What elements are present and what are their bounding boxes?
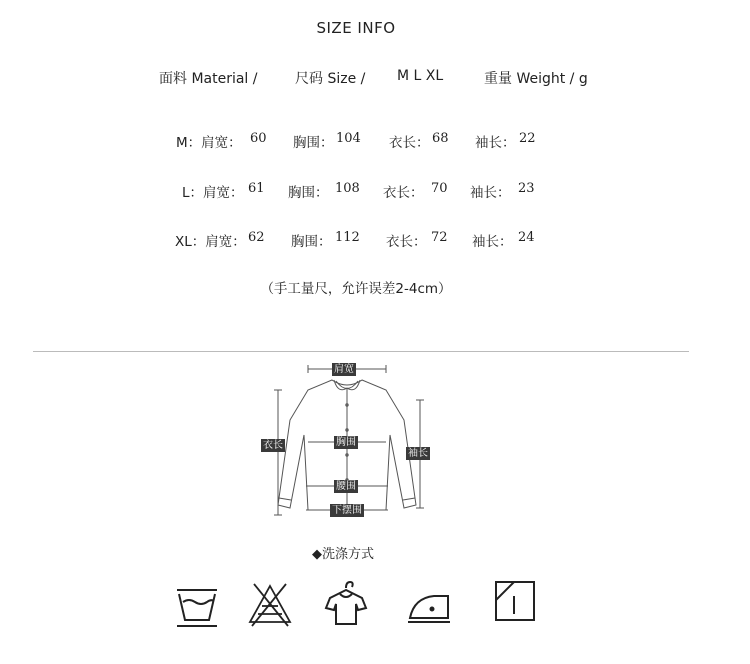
size-name: M：肩宽： xyxy=(176,135,242,151)
size-label: 尺码 Size / xyxy=(295,71,366,87)
material-label: 面料 Material / xyxy=(159,71,258,87)
size-name: XL：肩宽： xyxy=(175,234,246,250)
page-title: SIZE INFO xyxy=(316,19,396,37)
shoulder-value: 62 xyxy=(248,230,265,245)
length-label: 衣长： xyxy=(386,234,427,250)
hand-wash-icon xyxy=(173,578,221,630)
chest-value: 108 xyxy=(335,181,360,196)
hem-tag: 下摆围 xyxy=(332,505,362,516)
chest-value: 104 xyxy=(336,131,361,146)
chest-label: 胸围： xyxy=(291,234,332,250)
waist-tag: 腰围 xyxy=(336,481,356,492)
sleeve-label: 袖长： xyxy=(470,185,511,201)
no-bleach-icon xyxy=(246,578,294,630)
sleeve-value: 24 xyxy=(518,230,535,245)
hang-dry-icon xyxy=(322,578,370,630)
measurement-note: （手工量尺，允许误差2-4cm） xyxy=(260,281,452,297)
size-row-xl xyxy=(0,230,750,250)
shirt-diagram xyxy=(258,360,438,525)
sleeve-value: 23 xyxy=(518,181,535,196)
length-label: 衣长： xyxy=(389,135,430,151)
chest-tag: 胸围 xyxy=(336,437,356,448)
wash-title: ◆洗涤方式 xyxy=(312,547,374,562)
divider xyxy=(33,351,689,352)
sleeve-label: 袖长： xyxy=(475,135,516,151)
length-value: 68 xyxy=(432,131,449,146)
size-name: L：肩宽： xyxy=(182,185,244,201)
line-dry-icon xyxy=(492,578,540,630)
shoulder-tag: 肩宽 xyxy=(334,364,354,375)
sizes-list: M L XL xyxy=(397,68,444,84)
size-row-m xyxy=(0,131,750,151)
length-tag: 衣长 xyxy=(263,440,283,451)
size-header-row xyxy=(0,68,750,88)
length-value: 72 xyxy=(431,230,448,245)
low-iron-icon xyxy=(404,578,452,630)
weight-label: 重量 Weight / g xyxy=(484,71,588,87)
length-value: 70 xyxy=(431,181,448,196)
shoulder-value: 60 xyxy=(250,131,267,146)
shoulder-value: 61 xyxy=(248,181,265,196)
chest-label: 胸围： xyxy=(288,185,329,201)
chest-label: 胸围： xyxy=(293,135,334,151)
sleeve-value: 22 xyxy=(519,131,536,146)
sleeve-label: 袖长： xyxy=(472,234,513,250)
chest-value: 112 xyxy=(335,230,360,245)
sleeve-tag: 袖长 xyxy=(408,448,428,459)
size-row-l xyxy=(0,181,750,201)
length-label: 衣长： xyxy=(383,185,424,201)
